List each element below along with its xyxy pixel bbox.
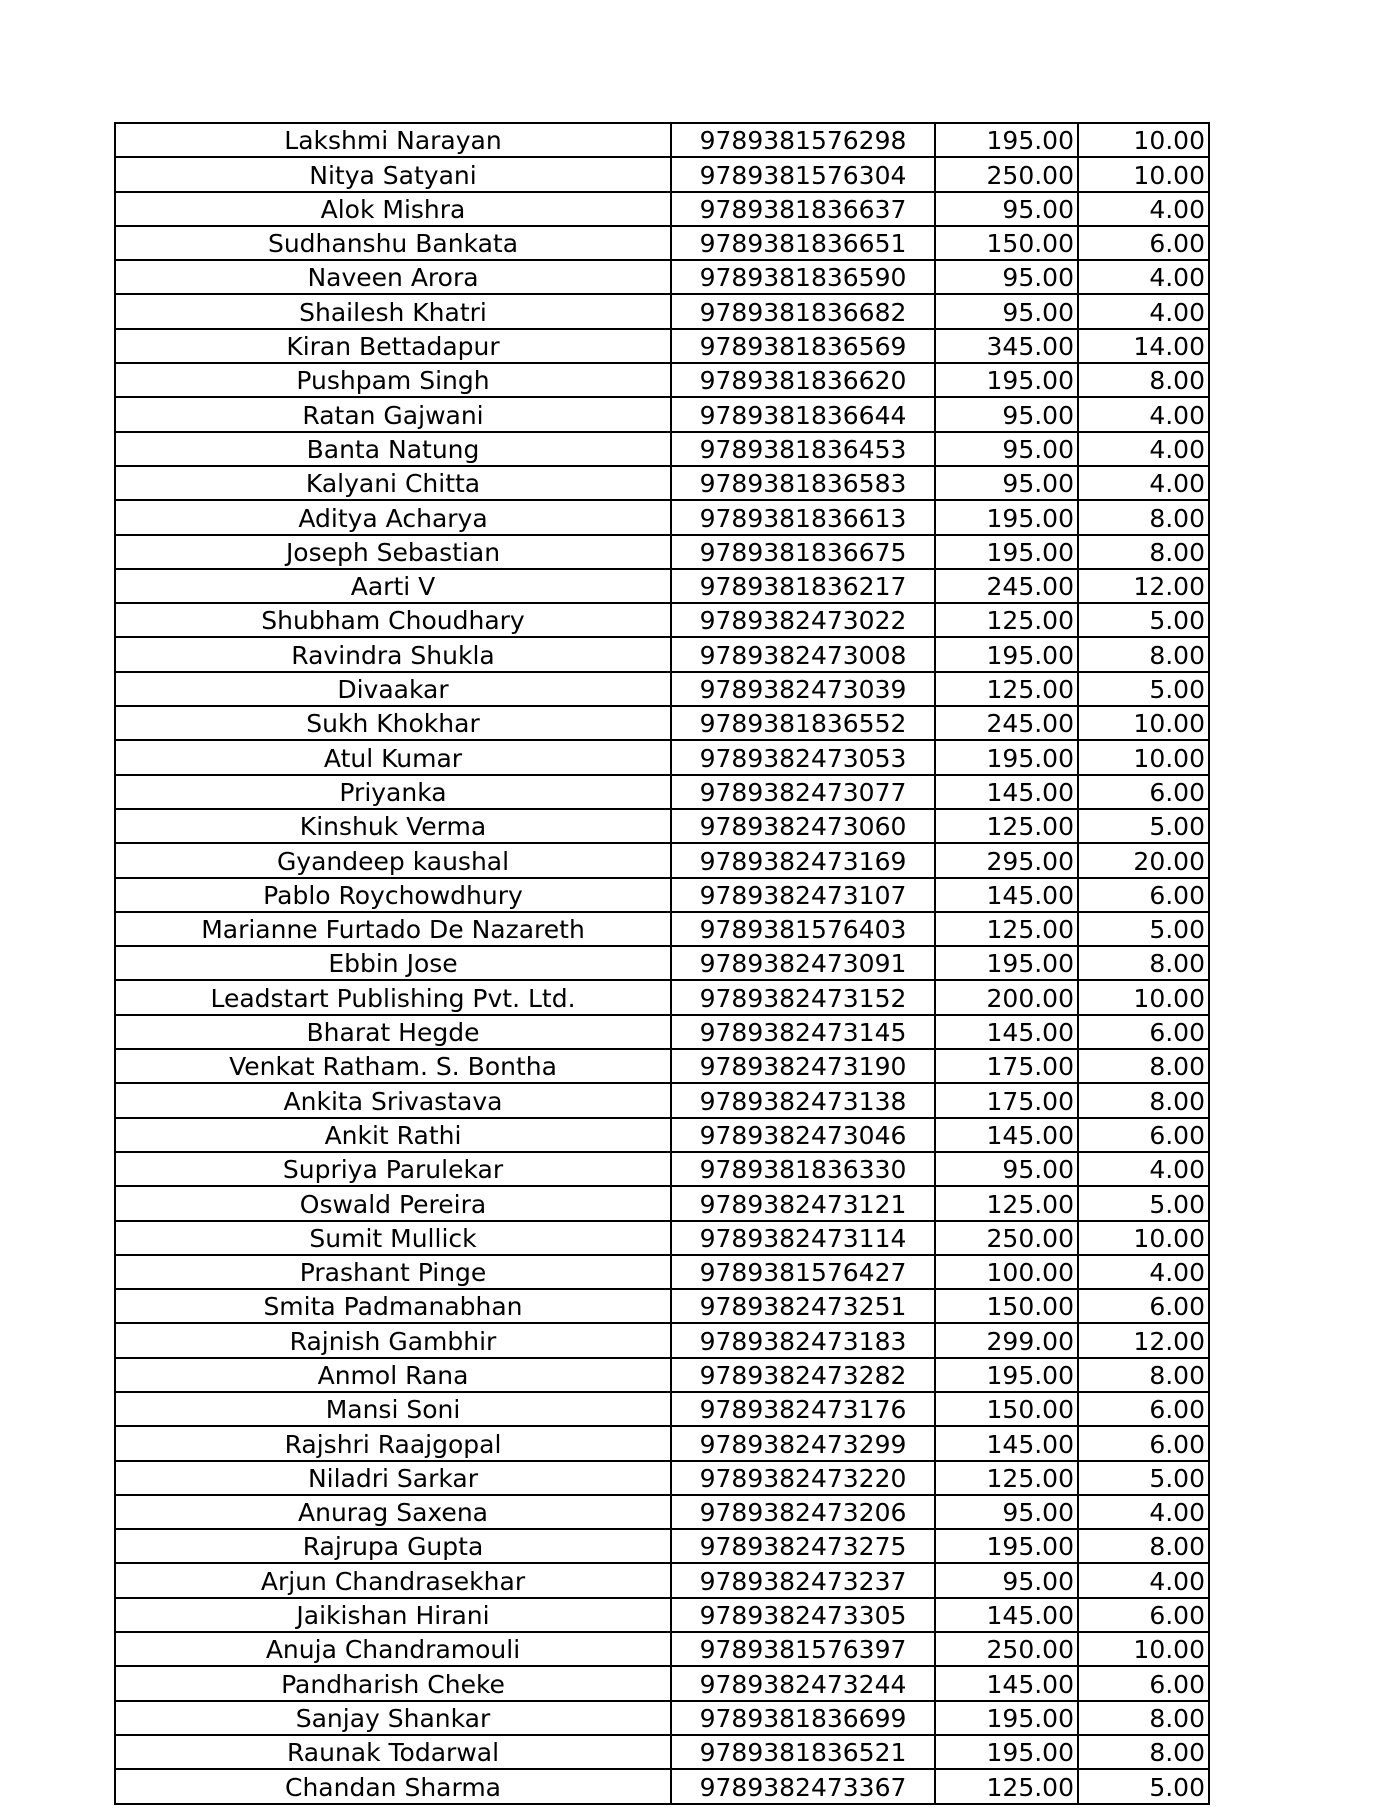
author-cell: Supriya Parulekar [115,1152,671,1186]
author-cell: Ankita Srivastava [115,1083,671,1117]
author-cell: Rajrupa Gupta [115,1529,671,1563]
amount-cell: 5.00 [1078,1186,1209,1220]
table-row [115,1769,1209,1803]
price-cell: 125.00 [935,809,1078,843]
amount-cell: 10.00 [1078,157,1209,191]
table-row [115,157,1209,191]
amount-cell: 4.00 [1078,1563,1209,1597]
table-row [115,912,1209,946]
price-cell: 195.00 [935,740,1078,774]
price-cell: 345.00 [935,329,1078,363]
author-cell: Pablo Roychowdhury [115,878,671,912]
isbn-cell: 9789382473039 [671,672,935,706]
author-cell: Priyanka [115,775,671,809]
isbn-cell: 9789382473251 [671,1289,935,1323]
isbn-cell: 9789381576304 [671,157,935,191]
table-row [115,466,1209,500]
table-row [115,1118,1209,1152]
price-cell: 299.00 [935,1323,1078,1357]
table-row [115,603,1209,637]
price-cell: 145.00 [935,1015,1078,1049]
price-cell: 195.00 [935,535,1078,569]
table-row [115,672,1209,706]
table-row [115,329,1209,363]
table-row [115,946,1209,980]
price-cell: 195.00 [935,946,1078,980]
table-row [115,1221,1209,1255]
table-row [115,500,1209,534]
author-cell: Shailesh Khatri [115,294,671,328]
table-row [115,1598,1209,1632]
amount-cell: 6.00 [1078,878,1209,912]
author-cell: Sudhanshu Bankata [115,226,671,260]
amount-cell: 6.00 [1078,1426,1209,1460]
amount-cell: 5.00 [1078,603,1209,637]
table-row [115,809,1209,843]
table-row [115,569,1209,603]
isbn-cell: 9789381836583 [671,466,935,500]
table-row [115,1083,1209,1117]
isbn-cell: 9789382473183 [671,1323,935,1357]
isbn-cell: 9789382473282 [671,1358,935,1392]
author-cell: Rajnish Gambhir [115,1323,671,1357]
isbn-cell: 9789381836682 [671,294,935,328]
price-cell: 150.00 [935,1392,1078,1426]
author-cell: Anuja Chandramouli [115,1632,671,1666]
price-cell: 145.00 [935,775,1078,809]
price-cell: 95.00 [935,294,1078,328]
author-cell: Ebbin Jose [115,946,671,980]
amount-cell: 20.00 [1078,843,1209,877]
isbn-cell: 9789381836620 [671,363,935,397]
price-cell: 145.00 [935,1598,1078,1632]
amount-cell: 4.00 [1078,192,1209,226]
amount-cell: 5.00 [1078,809,1209,843]
price-cell: 250.00 [935,1632,1078,1666]
author-cell: Aarti V [115,569,671,603]
author-cell: Chandan Sharma [115,1769,671,1803]
author-cell: Anurag Saxena [115,1495,671,1529]
author-cell: Joseph Sebastian [115,535,671,569]
table-row [115,637,1209,671]
isbn-cell: 9789382473008 [671,637,935,671]
table-row [115,1049,1209,1083]
amount-cell: 12.00 [1078,1323,1209,1357]
isbn-cell: 9789382473206 [671,1495,935,1529]
amount-cell: 4.00 [1078,1152,1209,1186]
table-row [115,878,1209,912]
amount-cell: 14.00 [1078,329,1209,363]
table-row [115,740,1209,774]
table-row [115,1735,1209,1769]
price-cell: 145.00 [935,878,1078,912]
author-cell: Kinshuk Verma [115,809,671,843]
amount-cell: 8.00 [1078,637,1209,671]
amount-cell: 4.00 [1078,294,1209,328]
author-cell: Anmol Rana [115,1358,671,1392]
amount-cell: 8.00 [1078,1735,1209,1769]
price-cell: 125.00 [935,603,1078,637]
isbn-cell: 9789381836651 [671,226,935,260]
amount-cell: 8.00 [1078,1701,1209,1735]
price-cell: 95.00 [935,432,1078,466]
author-cell: Leadstart Publishing Pvt. Ltd. [115,980,671,1014]
author-cell: Atul Kumar [115,740,671,774]
amount-cell: 4.00 [1078,260,1209,294]
table-row [115,192,1209,226]
table-row [115,1426,1209,1460]
isbn-cell: 9789382473107 [671,878,935,912]
amount-cell: 6.00 [1078,1118,1209,1152]
isbn-cell: 9789381836637 [671,192,935,226]
price-cell: 150.00 [935,226,1078,260]
price-cell: 95.00 [935,466,1078,500]
table-row [115,1529,1209,1563]
table-row [115,1186,1209,1220]
author-cell: Banta Natung [115,432,671,466]
table-row [115,843,1209,877]
author-cell: Oswald Pereira [115,1186,671,1220]
isbn-cell: 9789381836552 [671,706,935,740]
price-cell: 95.00 [935,260,1078,294]
author-cell: Naveen Arora [115,260,671,294]
price-cell: 195.00 [935,500,1078,534]
table-row [115,1392,1209,1426]
table-row [115,535,1209,569]
table-body [115,123,1209,1804]
isbn-cell: 9789382473091 [671,946,935,980]
author-cell: Jaikishan Hirani [115,1598,671,1632]
author-cell: Ratan Gajwani [115,397,671,431]
isbn-cell: 9789381836590 [671,260,935,294]
price-cell: 95.00 [935,397,1078,431]
price-cell: 125.00 [935,1186,1078,1220]
isbn-cell: 9789382473145 [671,1015,935,1049]
amount-cell: 12.00 [1078,569,1209,603]
amount-cell: 4.00 [1078,432,1209,466]
isbn-cell: 9789382473299 [671,1426,935,1460]
amount-cell: 5.00 [1078,1461,1209,1495]
isbn-cell: 9789382473220 [671,1461,935,1495]
isbn-cell: 9789382473244 [671,1666,935,1700]
amount-cell: 4.00 [1078,1495,1209,1529]
table-row [115,980,1209,1014]
price-cell: 95.00 [935,192,1078,226]
isbn-cell: 9789381576403 [671,912,935,946]
amount-cell: 6.00 [1078,1392,1209,1426]
table-row [115,1495,1209,1529]
amount-cell: 5.00 [1078,912,1209,946]
table-row [115,226,1209,260]
isbn-cell: 9789381836453 [671,432,935,466]
book-price-table [114,122,1210,1805]
author-cell: Divaakar [115,672,671,706]
amount-cell: 6.00 [1078,1598,1209,1632]
price-cell: 125.00 [935,672,1078,706]
amount-cell: 10.00 [1078,1221,1209,1255]
isbn-cell: 9789381836521 [671,1735,935,1769]
amount-cell: 6.00 [1078,775,1209,809]
table-row [115,397,1209,431]
author-cell: Gyandeep kaushal [115,843,671,877]
amount-cell: 8.00 [1078,1083,1209,1117]
amount-cell: 10.00 [1078,706,1209,740]
price-cell: 195.00 [935,363,1078,397]
author-cell: Ravindra Shukla [115,637,671,671]
amount-cell: 4.00 [1078,397,1209,431]
table-row [115,1289,1209,1323]
price-cell: 195.00 [935,1358,1078,1392]
author-cell: Pushpam Singh [115,363,671,397]
isbn-cell: 9789381576427 [671,1255,935,1289]
price-cell: 195.00 [935,123,1078,157]
author-cell: Prashant Pinge [115,1255,671,1289]
table-row [115,260,1209,294]
isbn-cell: 9789382473169 [671,843,935,877]
amount-cell: 5.00 [1078,1769,1209,1803]
price-cell: 175.00 [935,1049,1078,1083]
price-cell: 200.00 [935,980,1078,1014]
author-cell: Smita Padmanabhan [115,1289,671,1323]
author-cell: Bharat Hegde [115,1015,671,1049]
isbn-cell: 9789382473152 [671,980,935,1014]
author-cell: Shubham Choudhary [115,603,671,637]
price-cell: 175.00 [935,1083,1078,1117]
price-cell: 195.00 [935,1735,1078,1769]
table-row [115,1461,1209,1495]
price-cell: 245.00 [935,706,1078,740]
amount-cell: 6.00 [1078,1289,1209,1323]
amount-cell: 10.00 [1078,740,1209,774]
author-cell: Raunak Todarwal [115,1735,671,1769]
isbn-cell: 9789382473060 [671,809,935,843]
isbn-cell: 9789382473275 [671,1529,935,1563]
isbn-cell: 9789381576298 [671,123,935,157]
amount-cell: 4.00 [1078,1255,1209,1289]
price-cell: 100.00 [935,1255,1078,1289]
isbn-cell: 9789381836217 [671,569,935,603]
table-row [115,1323,1209,1357]
amount-cell: 10.00 [1078,123,1209,157]
table-row [115,1666,1209,1700]
author-cell: Ankit Rathi [115,1118,671,1152]
isbn-cell: 9789382473022 [671,603,935,637]
table-row [115,123,1209,157]
table-row [115,432,1209,466]
table-row [115,363,1209,397]
price-cell: 195.00 [935,1529,1078,1563]
price-cell: 150.00 [935,1289,1078,1323]
isbn-cell: 9789381836644 [671,397,935,431]
price-cell: 95.00 [935,1495,1078,1529]
table-row [115,1358,1209,1392]
isbn-cell: 9789382473190 [671,1049,935,1083]
price-cell: 125.00 [935,1461,1078,1495]
price-cell: 145.00 [935,1426,1078,1460]
amount-cell: 8.00 [1078,1529,1209,1563]
table-row [115,1563,1209,1597]
price-cell: 250.00 [935,1221,1078,1255]
price-cell: 250.00 [935,157,1078,191]
isbn-cell: 9789382473077 [671,775,935,809]
price-cell: 195.00 [935,1701,1078,1735]
author-cell: Nitya Satyani [115,157,671,191]
amount-cell: 5.00 [1078,672,1209,706]
table-row [115,1255,1209,1289]
price-cell: 295.00 [935,843,1078,877]
isbn-cell: 9789382473121 [671,1186,935,1220]
isbn-cell: 9789382473305 [671,1598,935,1632]
author-cell: Kalyani Chitta [115,466,671,500]
author-cell: Niladri Sarkar [115,1461,671,1495]
amount-cell: 10.00 [1078,1632,1209,1666]
author-cell: Lakshmi Narayan [115,123,671,157]
price-cell: 145.00 [935,1666,1078,1700]
table-row [115,1015,1209,1049]
amount-cell: 6.00 [1078,1666,1209,1700]
author-cell: Kiran Bettadapur [115,329,671,363]
author-cell: Venkat Ratham. S. Bontha [115,1049,671,1083]
isbn-cell: 9789382473237 [671,1563,935,1597]
isbn-cell: 9789381836613 [671,500,935,534]
author-cell: Sukh Khokhar [115,706,671,740]
isbn-cell: 9789382473053 [671,740,935,774]
table-row [115,706,1209,740]
table-row [115,294,1209,328]
price-cell: 245.00 [935,569,1078,603]
table-row [115,775,1209,809]
price-cell: 95.00 [935,1563,1078,1597]
amount-cell: 8.00 [1078,363,1209,397]
isbn-cell: 9789382473367 [671,1769,935,1803]
author-cell: Aditya Acharya [115,500,671,534]
amount-cell: 8.00 [1078,1049,1209,1083]
author-cell: Pandharish Cheke [115,1666,671,1700]
isbn-cell: 9789381836675 [671,535,935,569]
isbn-cell: 9789382473176 [671,1392,935,1426]
amount-cell: 8.00 [1078,500,1209,534]
isbn-cell: 9789381836699 [671,1701,935,1735]
isbn-cell: 9789381836569 [671,329,935,363]
amount-cell: 10.00 [1078,980,1209,1014]
table-row [115,1152,1209,1186]
table-row [115,1632,1209,1666]
price-cell: 125.00 [935,912,1078,946]
table-row [115,1701,1209,1735]
isbn-cell: 9789381836330 [671,1152,935,1186]
author-cell: Marianne Furtado De Nazareth [115,912,671,946]
amount-cell: 8.00 [1078,946,1209,980]
author-cell: Alok Mishra [115,192,671,226]
author-cell: Arjun Chandrasekhar [115,1563,671,1597]
isbn-cell: 9789382473046 [671,1118,935,1152]
author-cell: Sumit Mullick [115,1221,671,1255]
author-cell: Mansi Soni [115,1392,671,1426]
amount-cell: 8.00 [1078,535,1209,569]
amount-cell: 6.00 [1078,1015,1209,1049]
isbn-cell: 9789381576397 [671,1632,935,1666]
price-cell: 125.00 [935,1769,1078,1803]
amount-cell: 8.00 [1078,1358,1209,1392]
amount-cell: 4.00 [1078,466,1209,500]
price-cell: 195.00 [935,637,1078,671]
price-cell: 95.00 [935,1152,1078,1186]
isbn-cell: 9789382473138 [671,1083,935,1117]
price-cell: 145.00 [935,1118,1078,1152]
isbn-cell: 9789382473114 [671,1221,935,1255]
author-cell: Sanjay Shankar [115,1701,671,1735]
amount-cell: 6.00 [1078,226,1209,260]
author-cell: Rajshri Raajgopal [115,1426,671,1460]
